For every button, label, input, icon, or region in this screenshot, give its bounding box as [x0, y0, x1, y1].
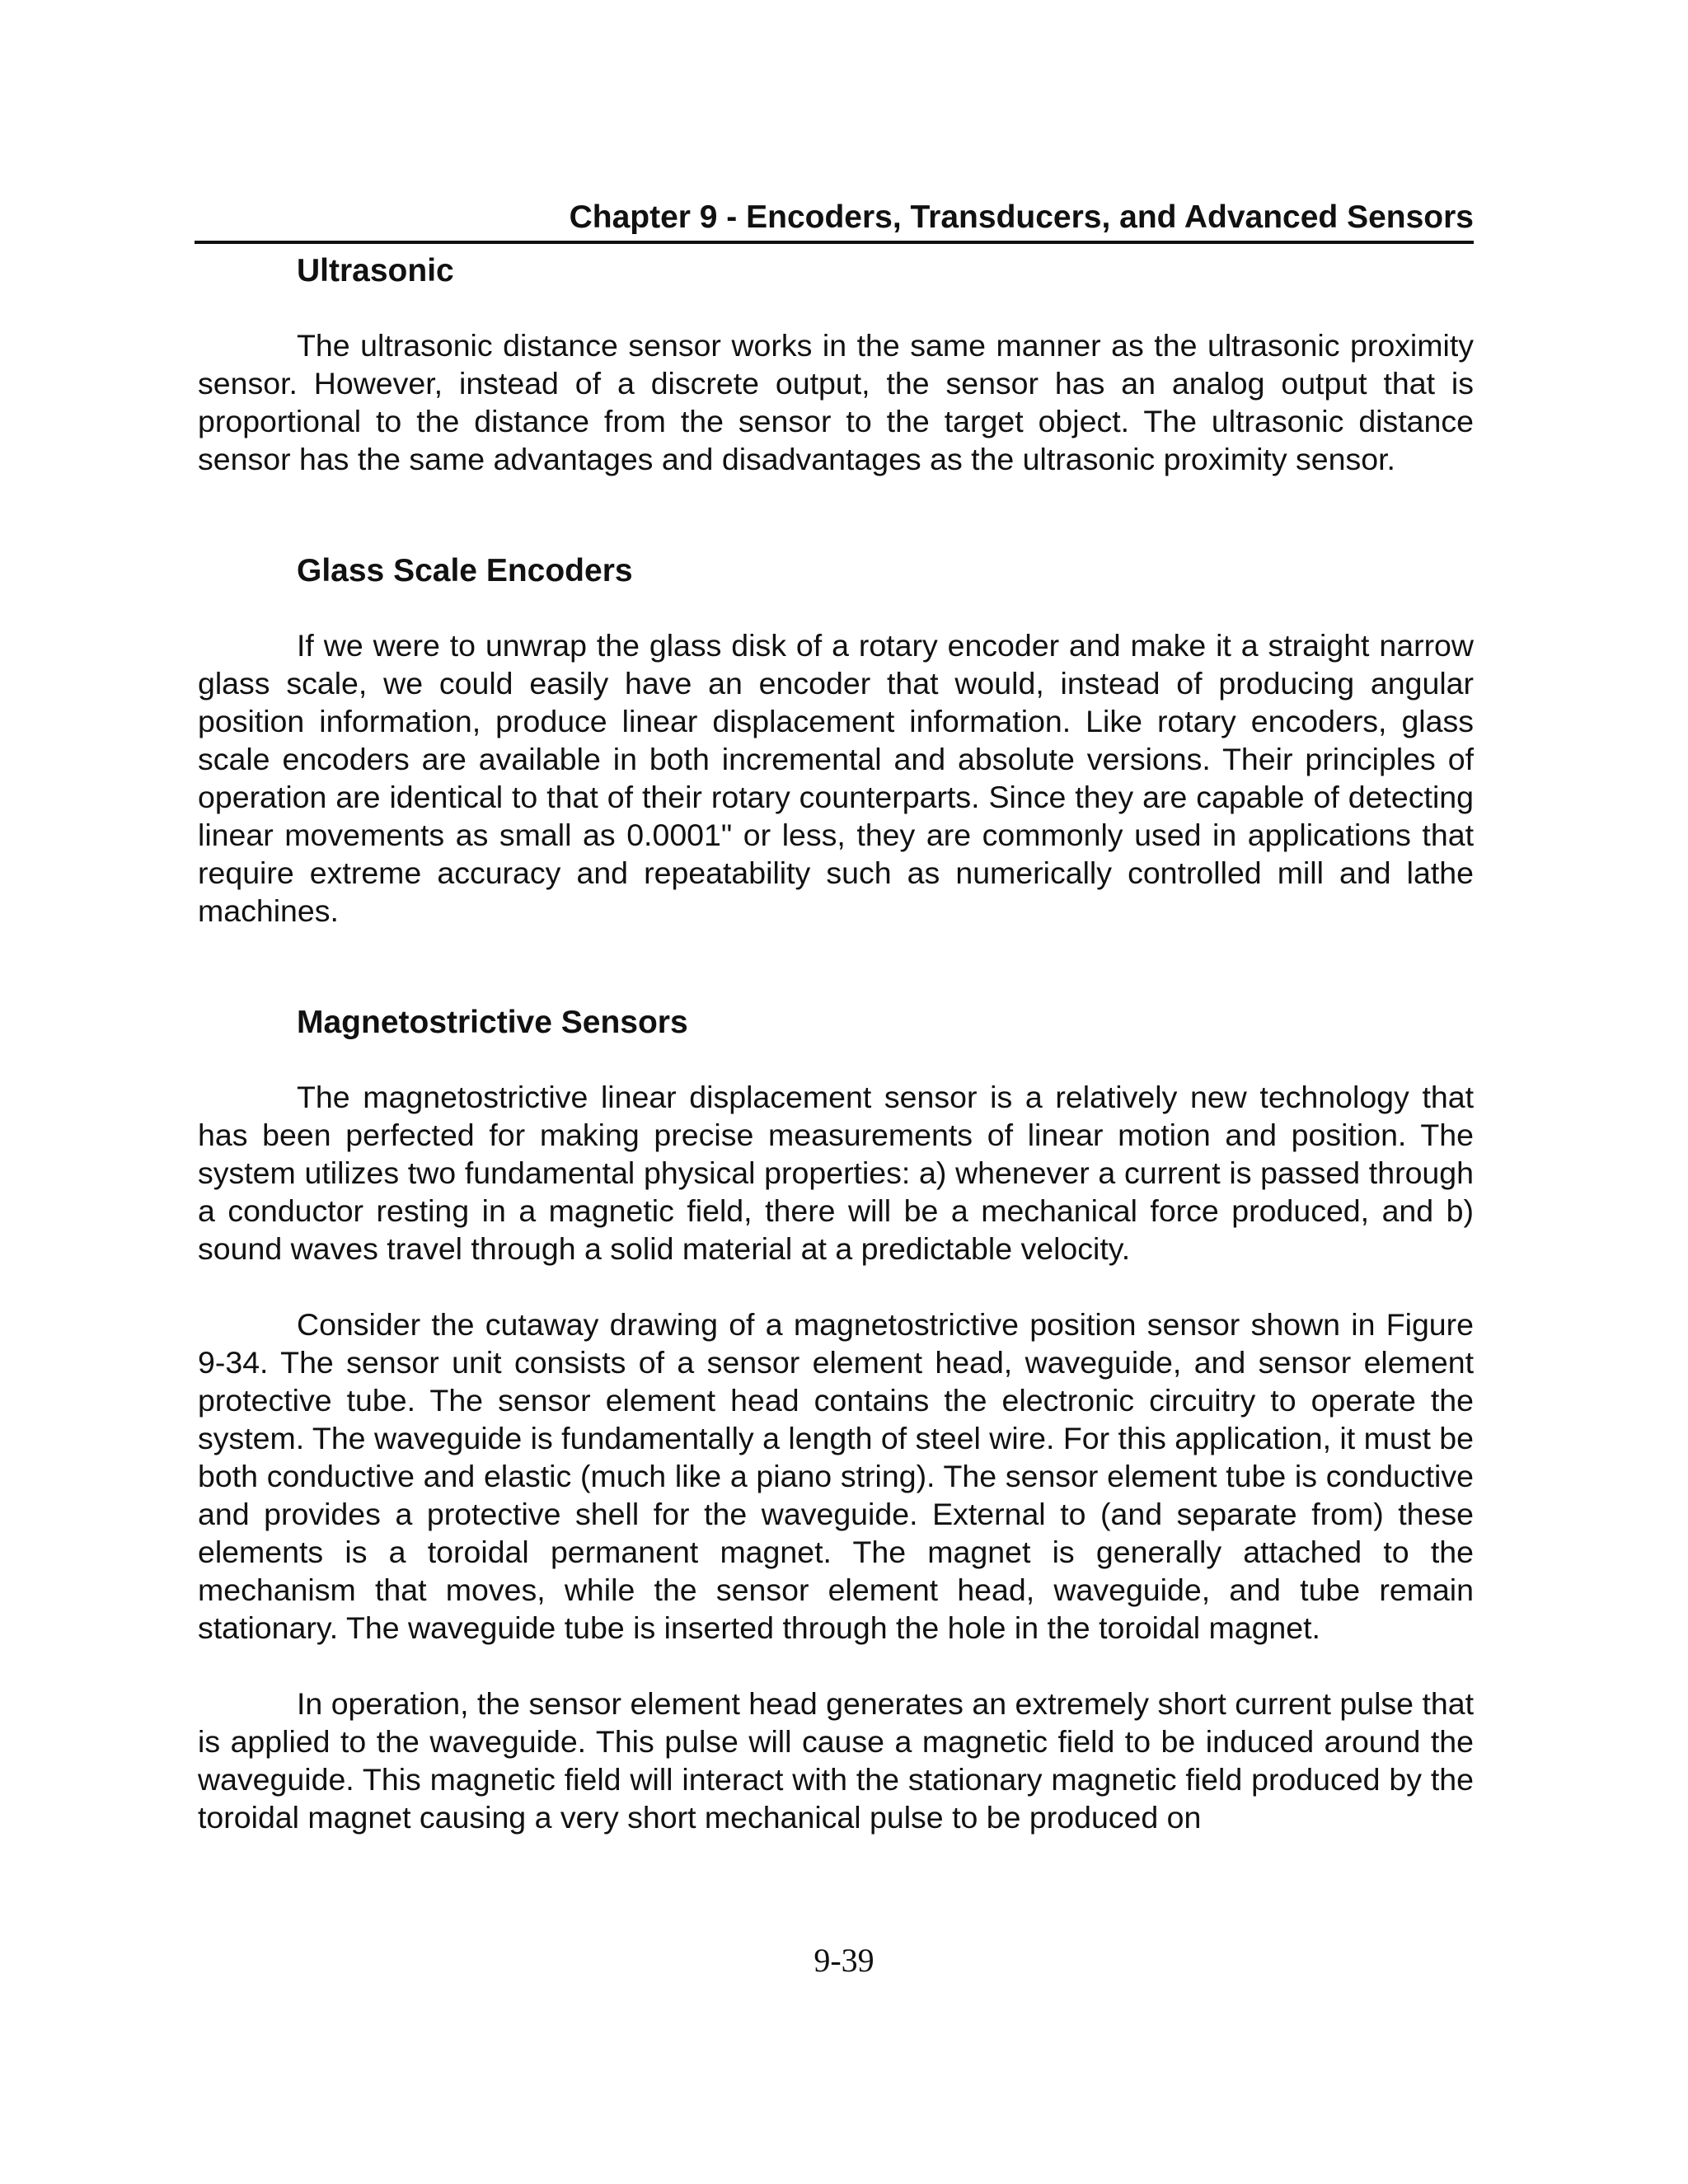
- section-heading: Magnetostrictive Sensors: [297, 1005, 688, 1040]
- section-magnetostrictive-sensors: [198, 1004, 1474, 1836]
- section-heading: Ultrasonic: [297, 253, 454, 288]
- paragraph: In operation, the sensor element head generates an extremely short current pulse that is applied to the waveguide. This pulse will cause a magnetic field to be induced around the waveguide. This magnetic field will interact with the stationary magnetic field produced by the toroidal magnet causing a very short mechanical pulse to be produced on: [198, 1686, 1474, 1835]
- section-ultrasonic: [198, 252, 1474, 478]
- section-heading: Glass Scale Encoders: [297, 553, 633, 588]
- paragraph: The magnetostrictive linear displacement sensor is a relatively new technology that has been perfected for making precise measurements of linear motion and position. The system utilizes two fundamental physical properties: a) whenever a current is passed through a conductor resting in a magnetic field, there will be a mechanical force produced, and b) sound waves travel through a solid material at a predictable velocity.: [198, 1080, 1474, 1266]
- chapter-title: Chapter 9 - Encoders, Transducers, and Advanced Sensors: [569, 199, 1474, 235]
- page-body: [198, 252, 1474, 1836]
- paragraph: If we were to unwrap the glass disk of a rotary encoder and make it a straight narrow glass scale, we could easily have an encoder that would, instead of producing angular position information, produce linear displacement information. Like rotary encoders, glass scale encoders are available in both incremental and absolute versions. Their principles of operation are identical to that of their rotary counterparts. Since they are capable of detecting linear movements as small as 0.0001" or less, they are commonly used in applications that require extreme accuracy and repeatability such as numerically controlled mill and lathe machines.: [198, 628, 1474, 928]
- page-number: 9-39: [814, 1942, 874, 1979]
- paragraph: Consider the cutaway drawing of a magnetostrictive position sensor shown in Figure 9-34. The sensor unit consists of a sensor element head, waveguide, and sensor element protective tube. The sensor element head contains the electronic circuitry to operate the system. The waveguide is fundamentally a length of steel wire. For this application, it must be both conductive and elastic (much like a piano string). The sensor element tube is conductive and provides a protective shell for the waveguide. External to (and separate from) these elements is a toroidal permanent magnet. The magnet is generally attached to the mechanism that moves, while the sensor element head, waveguide, and tube remain stationary. The waveguide tube is inserted through the hole in the toroidal magnet.: [198, 1307, 1474, 1645]
- paragraph: The ultrasonic distance sensor works in the same manner as the ultrasonic proximity sensor. However, instead of a discrete output, the sensor has an analog output that is proportional to the distance from the sensor to the target object. The ultrasonic distance sensor has the same advantages and disadvantages as the ultrasonic proximity sensor.: [198, 328, 1474, 476]
- section-glass-scale-encoders: [198, 552, 1474, 930]
- running-header: [195, 194, 1474, 244]
